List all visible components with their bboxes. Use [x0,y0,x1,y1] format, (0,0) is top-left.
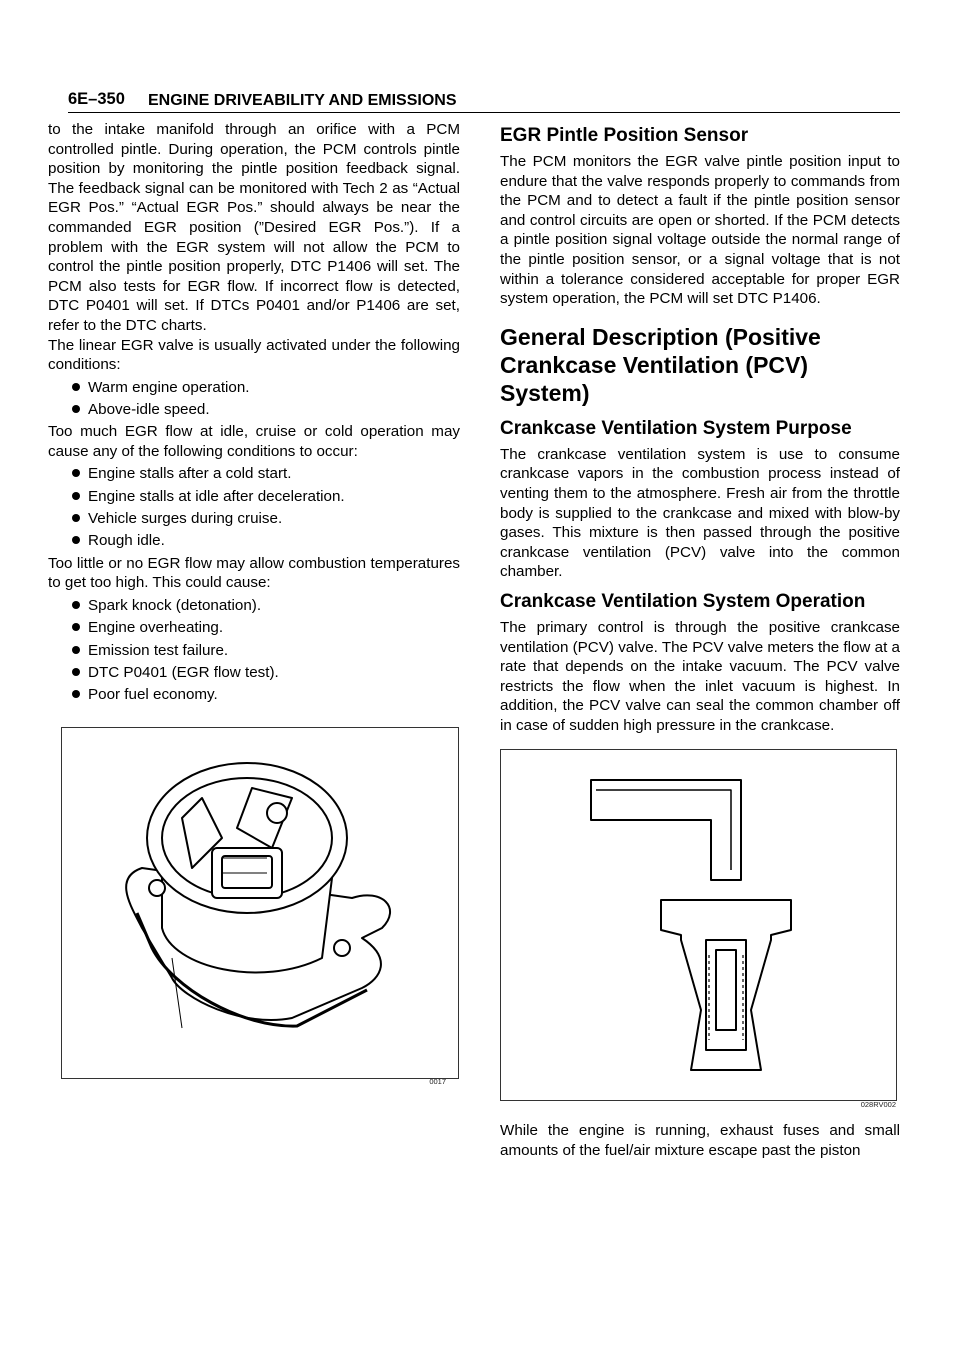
list-item: Above-idle speed. [70,400,460,420]
list-item: Rough idle. [70,531,460,551]
too-little-intro: Too little or no EGR flow may allow combustion temperatures to get too high. This could cause: [48,554,460,592]
egr-sensor-heading: EGR Pintle Position Sensor [500,125,749,146]
closing-paragraph: While the engine is running, exhaust fuses and small amounts of the fuel/air mixture escape past the piston [500,1122,900,1160]
list-item: Vehicle surges during cruise. [70,509,460,529]
operation-paragraph: The primary control is through the positive crankcase ventilation (PCV) valve. The PCV valve meters the flow at a rate that depends on the intake vacuum. The PCV valve restricts the flow when the inlet vacuum is highest. In addition, the PCV valve can seal the common chamber off in case of sudden high pressure in the crankcase. [500,618,900,734]
page-header [68,88,900,113]
egr-sensor-paragraph: The PCM monitors the EGR valve pintle position input to endure that the valve responds properly to commands from the PCM and to detect a fault if the pintle position sensor and control circuits are open or shorted. If the PCM detects a pintle position signal voltage outside the normal range of the pintle position sensor, or a signal voltage that is not within a tolerance considered acceptable for proper EGR system operation, the PCM will set DTC P1406. [500,153,900,308]
list-item: Emission test failure. [70,641,460,661]
activation-intro: The linear EGR valve is usually activated under the following conditions: [48,336,460,374]
list-item: Engine overheating. [70,618,460,638]
too-much-intro: Too much EGR flow at idle, cruise or cold operation may cause any of the following conditions to occur: [48,423,460,460]
activation-list [70,378,460,420]
list-item: Poor fuel economy. [70,685,460,705]
too-little-list [70,596,460,705]
list-item: Engine stalls after a cold start. [70,464,460,484]
figure-label: 028RV002 [860,1099,896,1109]
pcv-valve-illustration [501,750,896,1100]
intro-paragraph: to the intake manifold through an orifice with a PCM controlled pintle. During operation, the PCM controls pintle position by monitoring the pintle position feedback signal. The feedback signal can be monitored with Tech 2 as “Actual EGR Pos.” “Actual EGR Pos.” should always be near the commanded EGR position (”Desired EGR Pos.”). If a problem with the EGR system will not allow the PCM to control the pintle position properly, DTC P1406 will set. The PCM also tests for EGR flow. If incorrect flow is detected, DTC P0401 will set. If DTCs P0401 and/or P1406 are set, refer to the DTC charts. [48,121,460,334]
purpose-paragraph: The crankcase ventilation system is use to consume crankcase vapors in the combustion process instead of venting them to the atmosphere. Fresh air from the throttle body is supplied to the crankcase and mixed with blow-by gases. This mixture is then passed through the positive crankcase ventilation (PCV) valve into the common chamber. [500,445,900,581]
section-title: General Description (Positive Crankcase Ventilation (PCV) System) [500,323,821,406]
egr-valve-figure [61,727,459,1087]
chapter-title: ENGINE DRIVEABILITY AND EMISSIONS [148,92,457,109]
list-item: Warm engine operation. [70,378,460,398]
left-column [48,120,460,1087]
too-much-list [70,464,460,551]
right-column [500,120,900,1161]
list-item: Spark knock (detonation). [70,596,460,616]
egr-valve-illustration [62,728,458,1078]
list-item: Engine stalls at idle after deceleration. [70,487,460,507]
page-number: 6E–350 [68,90,125,108]
operation-heading: Crankcase Ventilation System Operation [500,590,866,612]
list-item: DTC P0401 (EGR flow test). [70,663,460,683]
pcv-valve-figure [500,749,897,1109]
purpose-heading: Crankcase Ventilation System Purpose [500,417,852,439]
figure-label: 0017 [429,1077,446,1087]
